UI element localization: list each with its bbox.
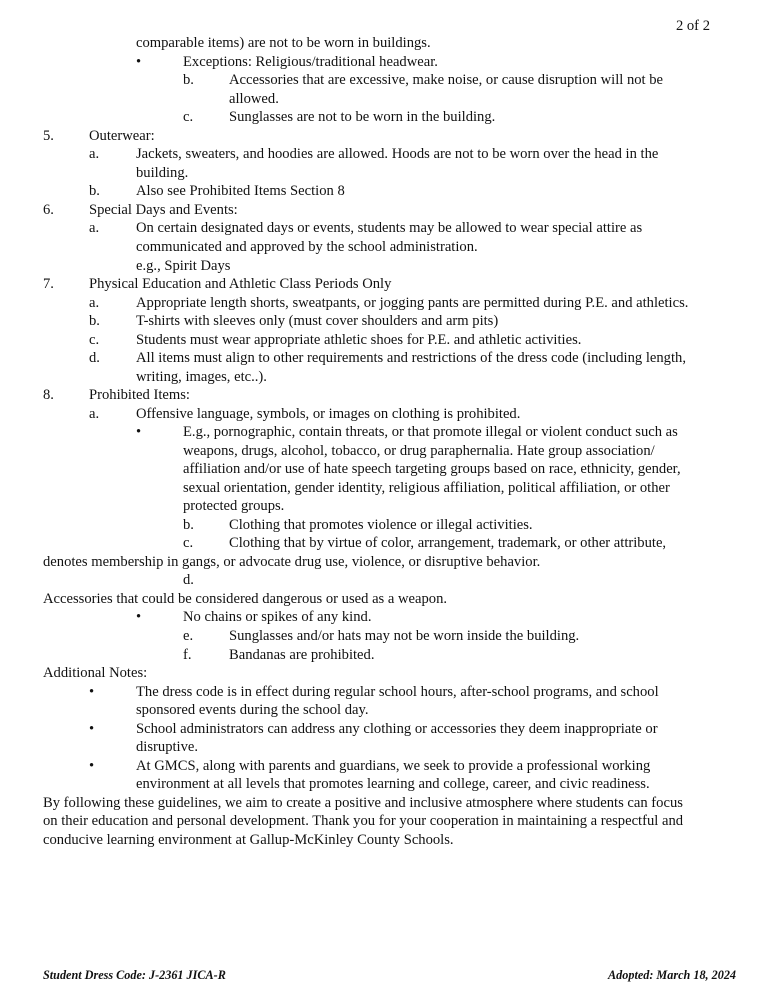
text-line: affiliation and/or use of hate speech targeting groups based on race, ethnicity, gender,	[183, 461, 681, 477]
text-line: 6.	[43, 202, 54, 218]
text-line: disruptive.	[136, 739, 199, 755]
text-line: environment at all levels that promotes learning and college, career, and civic readiness.	[136, 776, 650, 792]
text-line: No chains or spikes of any kind.	[183, 609, 372, 625]
text-line: Jackets, sweaters, and hoodies are allowed. Hoods are not to be worn over the head in the	[136, 146, 659, 162]
text-line: Additional Notes:	[43, 665, 148, 681]
text-line: Bandanas are prohibited.	[229, 647, 375, 663]
footer-right: Adopted: March 18, 2024	[608, 968, 736, 982]
text-line: Physical Education and Athletic Class Periods Only	[89, 276, 392, 292]
text-line: Accessories that are excessive, make noise, or cause disruption will not be	[229, 72, 664, 88]
text-line: a.	[89, 406, 100, 422]
text-line: f.	[183, 647, 192, 663]
text-line: •	[89, 684, 95, 700]
text-line: 5.	[43, 128, 54, 144]
text-line: a.	[89, 146, 100, 162]
text-line: Sunglasses are not to be worn in the building.	[229, 109, 496, 125]
text-line: c.	[89, 332, 100, 348]
text-line: e.	[183, 628, 194, 644]
text-line: Students must wear appropriate athletic shoes for P.E. and athletic activities.	[136, 332, 582, 348]
text-line: communicated and approved by the school administration.	[136, 239, 478, 255]
text-line: T-shirts with sleeves only (must cover shoulders and arm pits)	[136, 313, 499, 329]
text-line: Clothing that by virtue of color, arrangement, trademark, or other attribute,	[229, 535, 667, 551]
text-line: b.	[89, 183, 100, 199]
text-line: writing, images, etc..).	[136, 369, 267, 385]
text-line: Special Days and Events:	[89, 202, 238, 218]
text-line: Accessories that could be considered dangerous or used as a weapon.	[43, 591, 448, 607]
text-line: a.	[89, 295, 100, 311]
text-line: The dress code is in effect during regular school hours, after-school programs, and school	[136, 684, 659, 700]
text-line: •	[89, 721, 95, 737]
text-line: 7.	[43, 276, 54, 292]
text-line: allowed.	[229, 91, 279, 107]
text-line: Also see Prohibited Items Section 8	[136, 183, 345, 199]
text-line: b.	[89, 313, 100, 329]
text-line: d.	[89, 350, 100, 366]
text-line: comparable items) are not to be worn in buildings.	[136, 35, 431, 51]
page-number: 2 of 2	[675, 18, 710, 34]
text-line: School administrators can address any clothing or accessories they deem inappropriate or	[136, 721, 658, 737]
text-line: All items must align to other requirements and restrictions of the dress code (including length,	[136, 350, 686, 366]
text-line: on their education and personal development. Thank you for your cooperation in maintaining a respectful and	[43, 813, 684, 829]
text-line: Offensive language, symbols, or images on clothing is prohibited.	[136, 406, 521, 422]
text-line: weapons, drugs, alcohol, tobacco, or drug paraphernalia. Hate group association/	[183, 443, 655, 459]
text-line: •	[136, 424, 142, 440]
text-line: protected groups.	[183, 498, 285, 514]
text-line: E.g., pornographic, contain threats, or that promote illegal or violent conduct such as	[183, 424, 678, 440]
text-line: sponsored events during the school day.	[136, 702, 369, 718]
text-line: On certain designated days or events, students may be allowed to wear special attire as	[136, 220, 643, 236]
text-line: •	[136, 609, 142, 625]
text-line: sexual orientation, gender identity, religious affiliation, political affiliation, or other	[183, 480, 670, 496]
text-line: Clothing that promotes violence or illegal activities.	[229, 517, 533, 533]
footer-left: Student Dress Code: J-2361 JICA-R	[43, 968, 226, 982]
text-line: •	[136, 54, 142, 70]
text-line: e.g., Spirit Days	[136, 258, 231, 274]
text-line: building.	[136, 165, 189, 181]
text-line: Exceptions: Religious/traditional headwear.	[183, 54, 438, 70]
text-line: Outerwear:	[89, 128, 155, 144]
text-line: Sunglasses and/or hats may not be worn inside the building.	[229, 628, 580, 644]
text-line: denotes membership in gangs, or advocate drug use, violence, or disruptive behavior.	[43, 554, 541, 570]
text-line: •	[89, 758, 95, 774]
text-line: c.	[183, 535, 194, 551]
text-line: b.	[183, 517, 194, 533]
text-line: c.	[183, 109, 194, 125]
text-line: d.	[183, 572, 194, 588]
text-line: conducive learning environment at Gallup-McKinley County Schools.	[43, 832, 454, 848]
text-line: Prohibited Items:	[89, 387, 190, 403]
text-line: a.	[89, 220, 100, 236]
text-line: By following these guidelines, we aim to create a positive and inclusive atmosphere where students can focus	[43, 795, 683, 811]
text-line: b.	[183, 72, 194, 88]
text-line: At GMCS, along with parents and guardians, we seek to provide a professional working	[136, 758, 651, 774]
text-line: Appropriate length shorts, sweatpants, or jogging pants are permitted during P.E. and athletics.	[136, 295, 689, 311]
text-line: 8.	[43, 387, 54, 403]
